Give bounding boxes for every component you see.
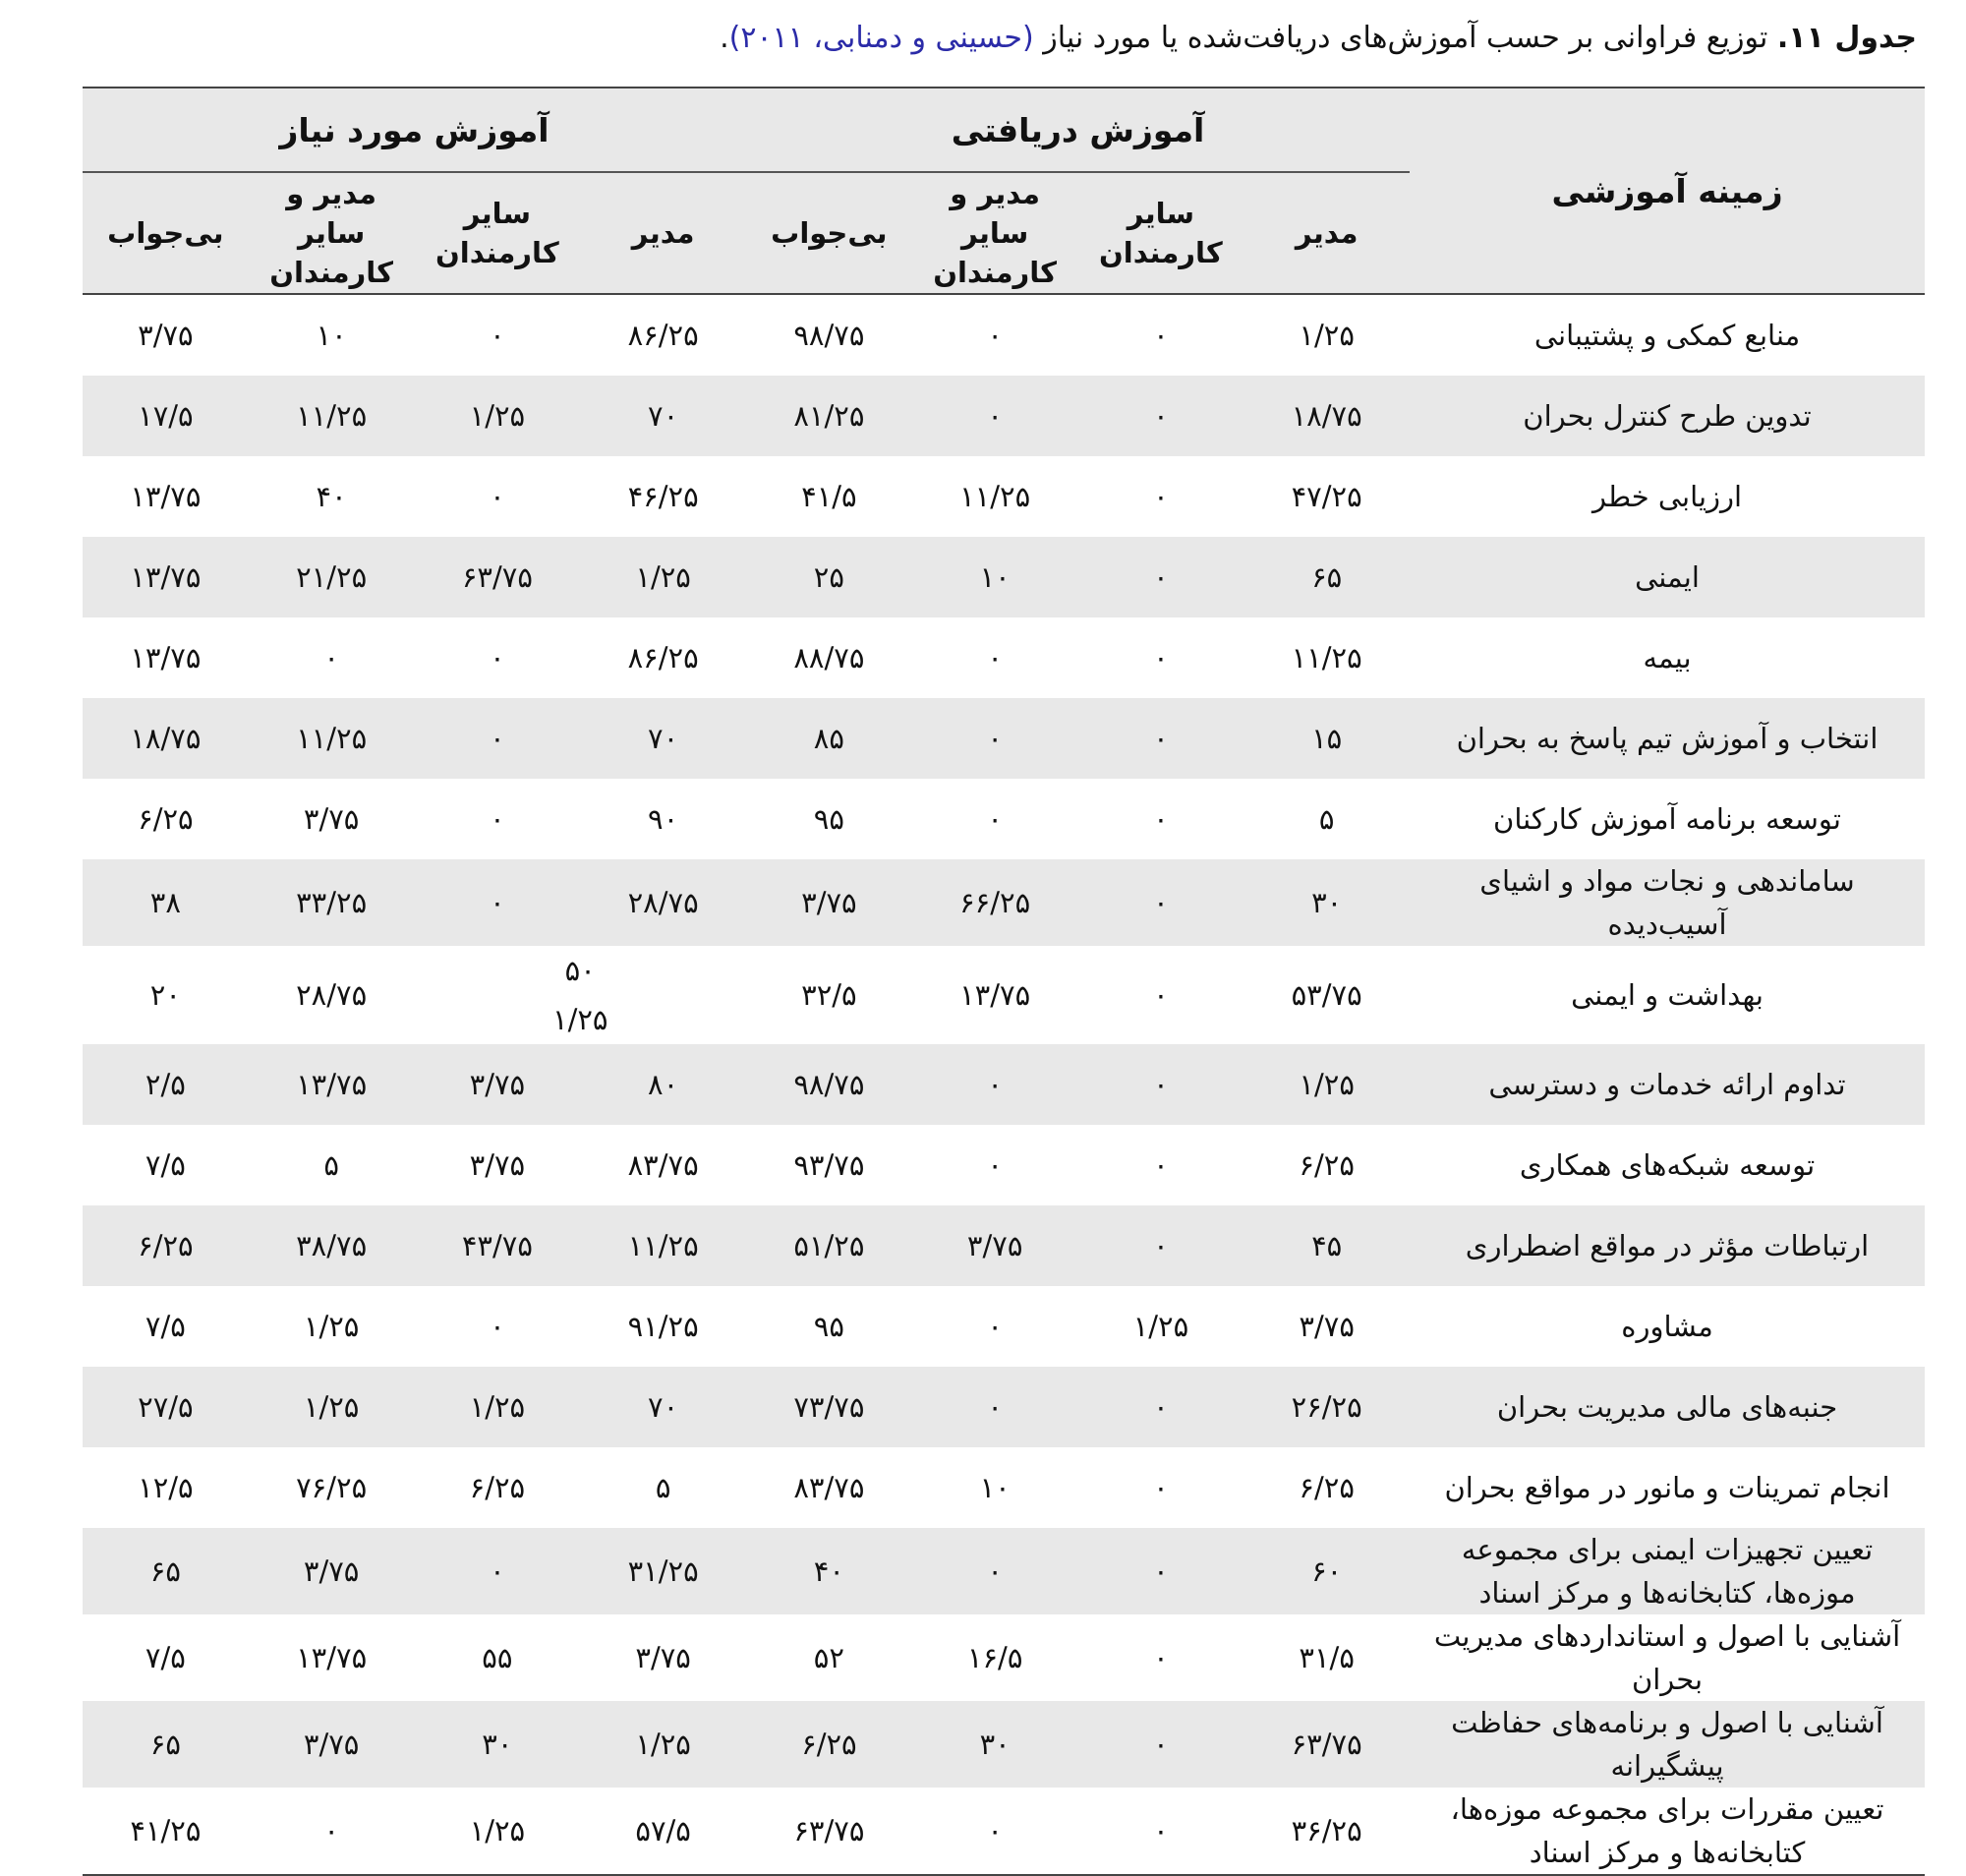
cell-received-manager-and-staff: ۰ bbox=[912, 698, 1078, 779]
cell-needed-manager-and-staff: ۳/۷۵ bbox=[303, 802, 360, 836]
cell-received-manager: ۳۰ bbox=[1243, 859, 1410, 946]
header-received-manager-and-staff: مدیر و سایر کارمندان bbox=[912, 172, 1078, 294]
cell-received-manager: ۳/۷۵ bbox=[1299, 1310, 1355, 1343]
cell-needed-no-answer: ۱۳/۷۵ bbox=[130, 641, 202, 674]
merged-value-top: ۵۰ bbox=[564, 954, 596, 987]
table-row bbox=[83, 1205, 1925, 1286]
cell-needed-other-staff: ۰ bbox=[490, 480, 505, 513]
cell-needed-no-answer: ۷/۵ bbox=[145, 1641, 186, 1674]
cell-needed-manager: ۸۶/۲۵ bbox=[627, 641, 699, 674]
caption-label: جدول ۱۱. bbox=[1776, 21, 1917, 55]
cell-received-other-staff: ۰ bbox=[1153, 1471, 1169, 1504]
merged-value-bottom: ۱/۲۵ bbox=[552, 1003, 608, 1036]
cell-needed-no-answer: ۱۲/۵ bbox=[138, 1471, 194, 1504]
cell-received-no-answer: ۶۳/۷۵ bbox=[793, 1814, 865, 1847]
cell-needed-other-staff: ۶/۲۵ bbox=[469, 1471, 526, 1504]
cell-received-manager: ۲۶/۲۵ bbox=[1243, 1367, 1410, 1447]
row-topic: منابع کمکی و پشتیبانی bbox=[1533, 319, 1801, 352]
cell-needed-other-staff: ۰ bbox=[490, 1310, 505, 1343]
cell-received-other-staff: ۰ bbox=[1078, 537, 1244, 617]
caption-end: . bbox=[720, 21, 729, 55]
cell-needed-manager-and-staff: ۱۳/۷۵ bbox=[296, 1641, 368, 1674]
cell-received-no-answer: ۵۲ bbox=[813, 1641, 844, 1674]
cell-received-no-answer: ۹۵ bbox=[813, 802, 844, 836]
cell-needed-manager: ۸۶/۲۵ bbox=[627, 319, 699, 352]
cell-received-other-staff: ۱/۲۵ bbox=[1132, 1310, 1189, 1343]
cell-received-manager: ۵۳/۷۵ bbox=[1291, 978, 1362, 1012]
table-row bbox=[83, 376, 1925, 456]
row-topic: ساماندهی و نجات مواد و اشیای آسیب‌دیده bbox=[1410, 859, 1925, 946]
cell-needed-manager: ۱/۲۵ bbox=[580, 537, 746, 617]
cell-needed-no-answer: ۴۱/۲۵ bbox=[130, 1814, 202, 1847]
cell-needed-manager-and-staff: ۳/۷۵ bbox=[249, 1528, 415, 1614]
cell-received-manager-and-staff: ۰ bbox=[912, 1528, 1078, 1614]
cell-received-other-staff: ۰ bbox=[1078, 1701, 1244, 1788]
cell-needed-no-answer: ۱۷/۵ bbox=[83, 376, 249, 456]
table-row bbox=[83, 1788, 1925, 1875]
cell-needed-manager: ۸۰ bbox=[580, 1044, 746, 1125]
cell-received-other-staff: ۰ bbox=[1153, 1641, 1169, 1674]
cell-needed-other-staff: ۳/۷۵ bbox=[469, 1148, 526, 1182]
cell-needed-other-staff: ۰ bbox=[415, 1528, 581, 1614]
cell-needed-manager-and-staff: ۵ bbox=[323, 1148, 339, 1182]
header-received-other-staff: سایر کارمندان bbox=[1078, 172, 1244, 294]
row-topic: تعیین مقررات برای مجموعه موزه‌ها، کتابخانه‌ها و مرکز اسناد bbox=[1450, 1792, 1884, 1869]
table-row bbox=[83, 1614, 1925, 1701]
table-row bbox=[83, 1286, 1925, 1367]
cell-received-other-staff: ۰ bbox=[1153, 978, 1169, 1012]
cell-received-manager: ۱/۲۵ bbox=[1299, 319, 1355, 352]
cell-received-manager-and-staff: ۰ bbox=[987, 802, 1003, 836]
cell-received-manager: ۶۵ bbox=[1243, 537, 1410, 617]
cell-needed-other-staff: ۰ bbox=[490, 641, 505, 674]
table-row bbox=[83, 617, 1925, 698]
cell-received-other-staff: ۰ bbox=[1078, 1044, 1244, 1125]
cell-received-other-staff: ۰ bbox=[1078, 376, 1244, 456]
cell-needed-other-staff: ۴۳/۷۵ bbox=[415, 1205, 581, 1286]
header-needed-no-answer: بی‌جواب bbox=[83, 172, 249, 294]
row-topic: انتخاب و آموزش تیم پاسخ به بحران bbox=[1410, 698, 1925, 779]
row-topic: انجام تمرینات و مانور در مواقع بحران bbox=[1444, 1471, 1890, 1504]
cell-received-manager-and-staff: ۰ bbox=[912, 376, 1078, 456]
row-topic: جنبه‌های مالی مدیریت بحران bbox=[1410, 1367, 1925, 1447]
cell-needed-manager: ۹۰ bbox=[648, 802, 679, 836]
row-topic: تداوم ارائه خدمات و دسترسی bbox=[1410, 1044, 1925, 1125]
cell-received-manager-and-staff: ۶۶/۲۵ bbox=[912, 859, 1078, 946]
cell-needed-no-answer: ۶/۲۵ bbox=[138, 802, 194, 836]
cell-needed-other-staff: ۵۵ bbox=[482, 1641, 513, 1674]
cell-received-manager: ۵ bbox=[1318, 802, 1335, 836]
cell-needed-other-staff: ۰ bbox=[490, 802, 505, 836]
cell-received-no-answer: ۹۸/۷۵ bbox=[793, 319, 865, 352]
cell-needed-manager-and-staff: ۱۳/۷۵ bbox=[249, 1044, 415, 1125]
cell-needed-other-staff: ۱/۲۵ bbox=[469, 1814, 526, 1847]
cell-received-no-answer: ۵۱/۲۵ bbox=[746, 1205, 912, 1286]
cell-received-manager: ۴۷/۲۵ bbox=[1291, 480, 1362, 513]
cell-needed-manager-and-staff: ۱۱/۲۵ bbox=[249, 698, 415, 779]
cell-needed-no-answer: ۲۷/۵ bbox=[83, 1367, 249, 1447]
cell-needed-manager: ۵ bbox=[655, 1471, 671, 1504]
cell-needed-manager-and-staff: ۰ bbox=[323, 1814, 339, 1847]
cell-needed-manager-and-staff: ۷۶/۲۵ bbox=[296, 1471, 368, 1504]
cell-needed-manager: ۱۱/۲۵ bbox=[580, 1205, 746, 1286]
cell-received-manager-and-staff: ۳/۷۵ bbox=[912, 1205, 1078, 1286]
cell-needed-manager: ۷۰ bbox=[580, 698, 746, 779]
cell-needed-no-answer: ۲۰ bbox=[149, 978, 181, 1012]
cell-received-manager: ۶۰ bbox=[1243, 1528, 1410, 1614]
header-group-received: آموزش دریافتی bbox=[746, 88, 1410, 172]
cell-needed-manager: ۳۱/۲۵ bbox=[580, 1528, 746, 1614]
header-received-no-answer: بی‌جواب bbox=[746, 172, 912, 294]
cell-received-no-answer: ۴۱/۵ bbox=[801, 480, 857, 513]
cell-received-manager-and-staff: ۰ bbox=[987, 1148, 1003, 1182]
cell-needed-manager: ۳/۷۵ bbox=[635, 1641, 691, 1674]
cell-needed-other-staff: ۰ bbox=[490, 319, 505, 352]
cell-received-no-answer: ۸۳/۷۵ bbox=[793, 1471, 865, 1504]
row-topic: ارتباطات مؤثر در مواقع اضطراری bbox=[1410, 1205, 1925, 1286]
cell-needed-manager-and-staff: ۲۸/۷۵ bbox=[296, 978, 368, 1012]
cell-received-other-staff: ۰ bbox=[1153, 480, 1169, 513]
cell-received-no-answer: ۸۸/۷۵ bbox=[793, 641, 865, 674]
table-body bbox=[83, 294, 1925, 1875]
header-needed-other-staff: سایر کارمندان bbox=[415, 172, 581, 294]
cell-needed-manager-and-staff: ۳۸/۷۵ bbox=[249, 1205, 415, 1286]
frequency-table bbox=[83, 87, 1925, 1876]
table-row bbox=[83, 1044, 1925, 1125]
cell-received-no-answer: ۸۱/۲۵ bbox=[746, 376, 912, 456]
row-topic: بهداشت و ایمنی bbox=[1571, 978, 1764, 1012]
cell-received-manager-and-staff: ۰ bbox=[987, 319, 1003, 352]
row-topic: توسعه شبکه‌های همکاری bbox=[1519, 1148, 1816, 1182]
cell-needed-manager-and-staff: ۴۰ bbox=[316, 480, 347, 513]
cell-needed-manager-and-staff: ۱/۲۵ bbox=[249, 1367, 415, 1447]
cell-needed-no-answer: ۳/۷۵ bbox=[138, 319, 194, 352]
caption-citation-link[interactable]: (حسینی و دمنابی، ۲۰۱۱) bbox=[728, 21, 1034, 55]
cell-needed-manager: ۷۰ bbox=[580, 376, 746, 456]
cell-received-no-answer: ۳۲/۵ bbox=[801, 978, 857, 1012]
cell-received-manager: ۳۶/۲۵ bbox=[1291, 1814, 1362, 1847]
cell-needed-manager-and-staff: ۳/۷۵ bbox=[249, 1701, 415, 1788]
cell-received-manager: ۶/۲۵ bbox=[1299, 1148, 1355, 1182]
cell-needed-manager-and-staff: ۱۱/۲۵ bbox=[249, 376, 415, 456]
cell-needed-no-answer: ۶/۲۵ bbox=[83, 1205, 249, 1286]
table-row bbox=[83, 1447, 1925, 1528]
header-needed-manager-and-staff: مدیر و سایر کارمندان bbox=[249, 172, 415, 294]
cell-needed-manager: ۴۶/۲۵ bbox=[627, 480, 699, 513]
cell-needed-other-staff: ۳۰ bbox=[415, 1701, 581, 1788]
cell-received-manager-and-staff: ۰ bbox=[987, 1814, 1003, 1847]
cell-received-other-staff: ۰ bbox=[1153, 1148, 1169, 1182]
cell-needed-no-answer: ۷/۵ bbox=[145, 1148, 186, 1182]
cell-needed-no-answer: ۷/۵ bbox=[145, 1310, 186, 1343]
cell-needed-no-answer: ۶۵ bbox=[83, 1701, 249, 1788]
header-group-needed: آموزش مورد نیاز bbox=[83, 88, 746, 172]
cell-received-other-staff: ۰ bbox=[1153, 802, 1169, 836]
cell-received-manager-and-staff: ۱۰ bbox=[912, 537, 1078, 617]
row-topic: تدوین طرح کنترل بحران bbox=[1410, 376, 1925, 456]
header-topic: زمینه آموزشی bbox=[1410, 88, 1925, 294]
cell-needed-other-staff: ۱/۲۵ bbox=[415, 376, 581, 456]
cell-received-manager-and-staff: ۰ bbox=[912, 1367, 1078, 1447]
table-row bbox=[83, 294, 1925, 376]
cell-needed-manager: ۹۱/۲۵ bbox=[627, 1310, 699, 1343]
cell-received-manager: ۳۱/۵ bbox=[1299, 1641, 1355, 1674]
cell-received-no-answer: ۴۰ bbox=[746, 1528, 912, 1614]
row-topic: ایمنی bbox=[1410, 537, 1925, 617]
cell-needed-manager: ۱/۲۵ bbox=[580, 1701, 746, 1788]
cell-received-manager-and-staff: ۰ bbox=[987, 641, 1003, 674]
cell-needed-other-staff: ۳/۷۵ bbox=[415, 1044, 581, 1125]
row-topic: ارزیابی خطر bbox=[1591, 480, 1743, 513]
cell-received-manager-and-staff: ۰ bbox=[987, 1310, 1003, 1343]
cell-received-other-staff: ۰ bbox=[1153, 641, 1169, 674]
cell-received-manager: ۶/۲۵ bbox=[1299, 1471, 1355, 1504]
cell-needed-manager: ۷۰ bbox=[580, 1367, 746, 1447]
cell-needed-no-answer: ۲/۵ bbox=[83, 1044, 249, 1125]
cell-needed-merged bbox=[415, 946, 747, 1044]
cell-received-manager-and-staff: ۱۱/۲۵ bbox=[959, 480, 1031, 513]
cell-needed-manager-and-staff: ۲۱/۲۵ bbox=[249, 537, 415, 617]
table-row bbox=[83, 1528, 1925, 1614]
row-topic: آشنایی با اصول و استانداردهای مدیریت بحران bbox=[1433, 1619, 1901, 1696]
row-topic: مشاوره bbox=[1621, 1310, 1713, 1343]
cell-received-manager-and-staff: ۰ bbox=[912, 1044, 1078, 1125]
cell-received-manager-and-staff: ۱۶/۵ bbox=[966, 1641, 1023, 1674]
cell-received-other-staff: ۰ bbox=[1078, 1367, 1244, 1447]
cell-needed-manager-and-staff: ۱۰ bbox=[316, 319, 347, 352]
cell-received-manager-and-staff: ۳۰ bbox=[912, 1701, 1078, 1788]
cell-received-manager: ۶۳/۷۵ bbox=[1243, 1701, 1410, 1788]
cell-needed-manager: ۵۷/۵ bbox=[635, 1814, 691, 1847]
cell-received-other-staff: ۰ bbox=[1153, 319, 1169, 352]
cell-needed-manager: ۲۸/۷۵ bbox=[580, 859, 746, 946]
cell-received-no-answer: ۷۳/۷۵ bbox=[746, 1367, 912, 1447]
merged-cell-values bbox=[552, 946, 608, 1044]
cell-needed-manager-and-staff: ۱/۲۵ bbox=[303, 1310, 360, 1343]
cell-received-manager: ۱/۲۵ bbox=[1243, 1044, 1410, 1125]
cell-received-manager: ۴۵ bbox=[1243, 1205, 1410, 1286]
cell-needed-other-staff: ۱/۲۵ bbox=[415, 1367, 581, 1447]
header-needed-manager: مدیر bbox=[580, 172, 746, 294]
cell-needed-no-answer: ۳۸ bbox=[83, 859, 249, 946]
table-row bbox=[83, 1701, 1925, 1788]
cell-needed-manager: ۸۳/۷۵ bbox=[627, 1148, 699, 1182]
cell-received-other-staff: ۰ bbox=[1153, 1814, 1169, 1847]
table-caption bbox=[49, 14, 1917, 63]
header-received-manager: مدیر bbox=[1243, 172, 1410, 294]
cell-needed-no-answer: ۱۸/۷۵ bbox=[83, 698, 249, 779]
table-row bbox=[83, 1125, 1925, 1205]
caption-text: توزیع فراوانی بر حسب آموزش‌های دریافت‌شده یا مورد نیاز bbox=[1033, 21, 1777, 55]
cell-received-other-staff: ۰ bbox=[1078, 859, 1244, 946]
cell-needed-other-staff: ۰ bbox=[415, 698, 581, 779]
cell-received-manager: ۱۱/۲۵ bbox=[1291, 641, 1362, 674]
cell-received-manager-and-staff: ۱۰ bbox=[979, 1471, 1011, 1504]
table-row bbox=[83, 456, 1925, 537]
cell-needed-manager-and-staff: ۳۳/۲۵ bbox=[249, 859, 415, 946]
cell-received-no-answer: ۶/۲۵ bbox=[746, 1701, 912, 1788]
cell-received-no-answer: ۹۸/۷۵ bbox=[746, 1044, 912, 1125]
table-row bbox=[83, 1367, 1925, 1447]
table-row bbox=[83, 537, 1925, 617]
cell-received-no-answer: ۸۵ bbox=[746, 698, 912, 779]
cell-received-no-answer: ۹۵ bbox=[813, 1310, 844, 1343]
row-topic: آشنایی با اصول و برنامه‌های حفاظت پیشگیرانه bbox=[1410, 1701, 1925, 1788]
cell-received-other-staff: ۰ bbox=[1078, 1205, 1244, 1286]
table-row bbox=[83, 779, 1925, 859]
row-topic: تعیین تجهیزات ایمنی برای مجموعه موزه‌ها، کتابخانه‌ها و مرکز اسناد bbox=[1410, 1528, 1925, 1614]
cell-needed-no-answer: ۱۳/۷۵ bbox=[83, 537, 249, 617]
cell-received-manager: ۱۸/۷۵ bbox=[1243, 376, 1410, 456]
cell-needed-other-staff: ۰ bbox=[415, 859, 581, 946]
cell-needed-no-answer: ۶۵ bbox=[83, 1528, 249, 1614]
row-topic: توسعه برنامه آموزش کارکنان bbox=[1493, 802, 1841, 836]
cell-received-manager-and-staff: ۱۳/۷۵ bbox=[959, 978, 1031, 1012]
cell-needed-other-staff: ۶۳/۷۵ bbox=[415, 537, 581, 617]
cell-received-no-answer: ۳/۷۵ bbox=[746, 859, 912, 946]
row-topic: بیمه bbox=[1643, 641, 1692, 674]
cell-received-other-staff: ۰ bbox=[1078, 1528, 1244, 1614]
table-row bbox=[83, 946, 1925, 1044]
cell-needed-no-answer: ۱۳/۷۵ bbox=[130, 480, 202, 513]
cell-received-no-answer: ۹۳/۷۵ bbox=[793, 1148, 865, 1182]
cell-needed-manager-and-staff: ۰ bbox=[323, 641, 339, 674]
cell-received-no-answer: ۲۵ bbox=[746, 537, 912, 617]
table-row bbox=[83, 859, 1925, 946]
cell-received-manager: ۱۵ bbox=[1243, 698, 1410, 779]
table-row bbox=[83, 698, 1925, 779]
cell-received-other-staff: ۰ bbox=[1078, 698, 1244, 779]
